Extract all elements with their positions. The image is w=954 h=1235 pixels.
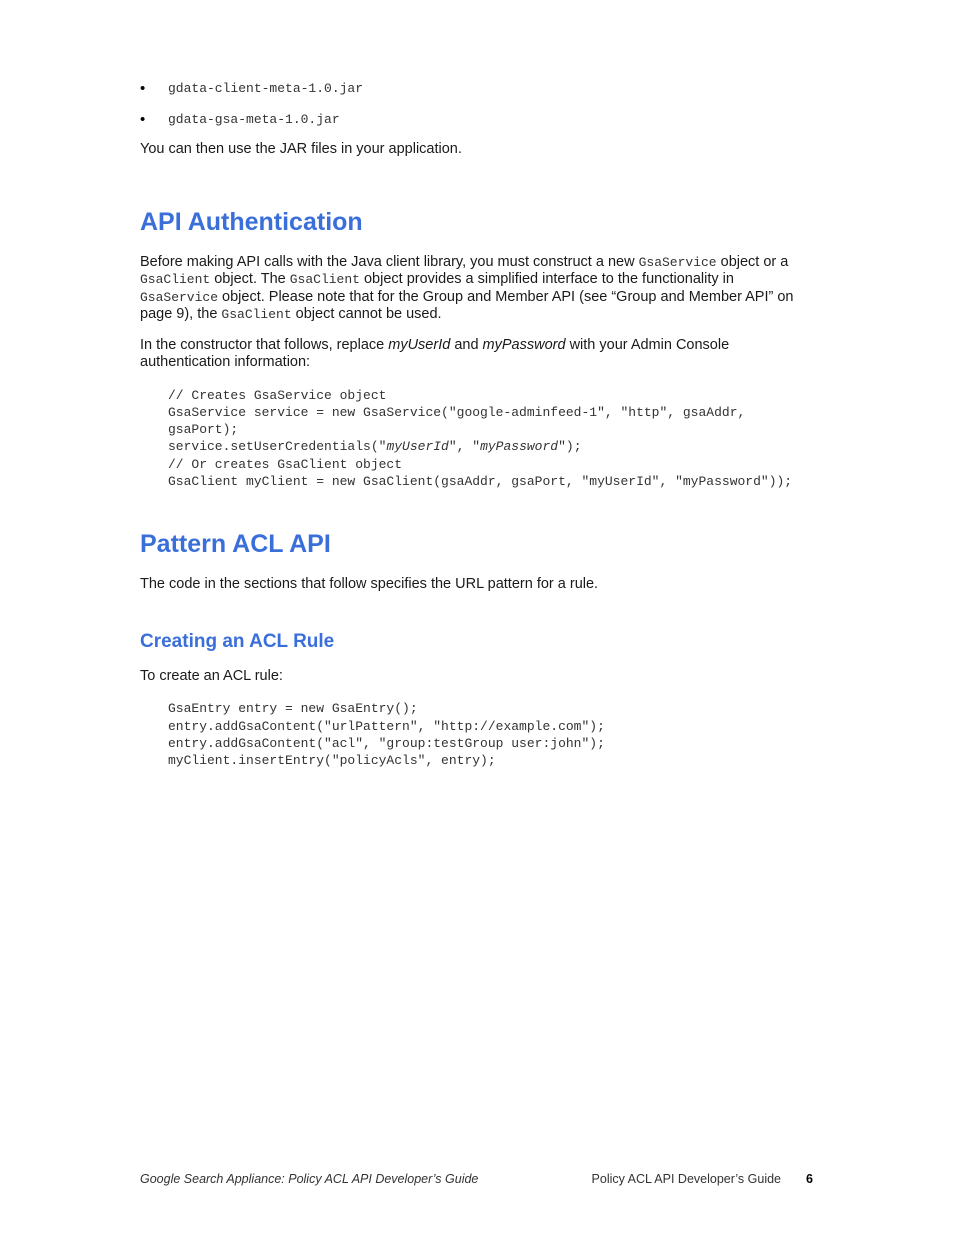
code-line: // Creates GsaService object (168, 387, 387, 403)
code-line: gsaPort); (168, 422, 239, 438)
code-token: myUserId (386, 439, 449, 455)
code-token: service.setUserCredentials(" (168, 439, 387, 455)
code-token: ", " (448, 439, 481, 455)
footer-chapter-title: Policy ACL API Developer’s Guide (591, 1172, 781, 1186)
text-run: object. The (210, 271, 290, 287)
code-line: entry.addGsaContent("urlPattern", "http://example.com"); (168, 718, 605, 734)
page-number: 6 (806, 1172, 813, 1186)
list-item (140, 78, 815, 109)
footer-book-title: Google Search Appliance: Policy ACL API Developer’s Guide (140, 1172, 479, 1186)
text-run: and (450, 336, 483, 353)
inline-code: GsaClient (289, 272, 360, 287)
bullet-icon: • (140, 80, 146, 97)
code-line: GsaClient myClient = new GsaClient(gsaAddr, gsaPort, "myUserId", "myPassword")); (168, 473, 793, 489)
intro-paragraph: You can then use the JAR files in your application. (140, 141, 462, 157)
italic-term: myUserId (388, 336, 451, 353)
code-line: GsaEntry entry = new GsaEntry(); (168, 701, 418, 717)
inline-code: GsaClient (140, 272, 211, 287)
constructor-paragraph (140, 337, 815, 372)
text-run: object. Please note that for the Group and Member API (see “Group and Member API” on page 9), the (140, 288, 794, 322)
bullet-icon: • (140, 111, 146, 128)
jar-file-list (140, 78, 815, 140)
inline-code: GsaClient (221, 307, 292, 322)
text-run: Before making API calls with the Java client library, you must construct a new (140, 253, 639, 270)
code-token: myPassword (480, 439, 559, 455)
create-acl-rule-heading: Creating an ACL Rule (140, 630, 335, 652)
text-run: In the constructor that follows, replace (140, 336, 389, 353)
jar-filename: gdata-client-meta-1.0.jar (168, 81, 364, 96)
code-line: myClient.insertEntry("policyAcls", entry); (168, 753, 496, 769)
api-auth-paragraph (140, 254, 815, 324)
code-line: GsaService service = new GsaService("google-adminfeed-1", "http", gsaAddr, (168, 404, 746, 420)
code-line: entry.addGsaContent("acl", "group:testGroup user:john"); (168, 735, 605, 751)
list-item (140, 109, 815, 140)
text-run: object cannot be used. (291, 306, 442, 322)
create-rule-code-block (168, 700, 815, 769)
pattern-acl-heading: Pattern ACL API (140, 530, 331, 559)
text-run: object or a (716, 253, 789, 270)
code-line: // Or creates GsaClient object (168, 456, 403, 472)
italic-term: myPassword (482, 336, 566, 353)
api-authentication-heading: API Authentication (140, 207, 363, 236)
pattern-acl-paragraph: The code in the sections that follow specifies the URL pattern for a rule. (140, 576, 599, 593)
code-token: "); (558, 439, 582, 455)
code-line (168, 438, 815, 455)
document-page (140, 78, 815, 769)
inline-code: GsaService (638, 254, 717, 270)
auth-code-block (168, 387, 815, 491)
inline-code: GsaService (140, 289, 219, 305)
text-run: object provides a simplified interface to the functionality in (359, 271, 734, 287)
text-run: with your Admin Console authentication information: (140, 336, 730, 370)
create-rule-paragraph: To create an ACL rule: (140, 667, 283, 684)
jar-filename: gdata-gsa-meta-1.0.jar (168, 112, 340, 127)
page-footer (140, 1172, 815, 1192)
